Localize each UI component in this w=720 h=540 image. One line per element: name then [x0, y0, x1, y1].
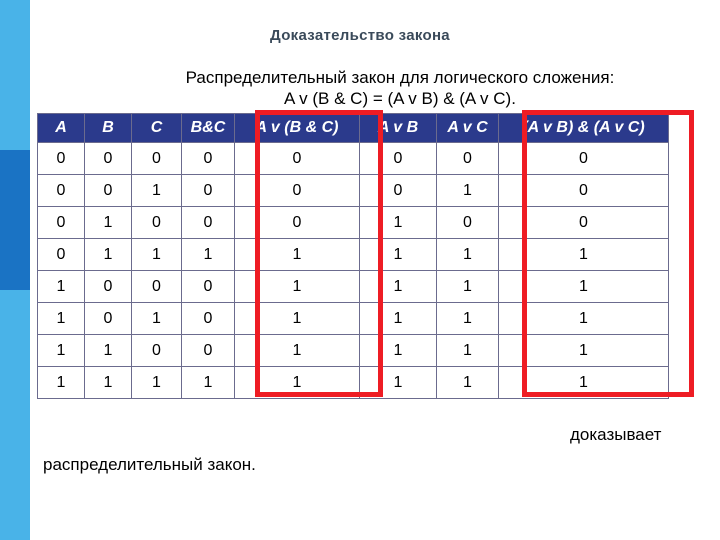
highlight-box-left-expression — [255, 110, 383, 397]
table-cell: 0 — [132, 271, 182, 303]
table-cell: 0 — [132, 335, 182, 367]
table-cell: 0 — [182, 207, 235, 239]
law-title: Распределительный закон для логического сложения: — [185, 68, 615, 87]
table-cell: 0 — [499, 143, 669, 175]
table-cell: 0 — [38, 175, 85, 207]
table-cell: 1 — [182, 239, 235, 271]
table-cell: 1 — [85, 335, 132, 367]
table-cell: 0 — [132, 143, 182, 175]
table-cell: 1 — [437, 367, 499, 399]
table-cell: 0 — [182, 175, 235, 207]
table-cell: 1 — [38, 271, 85, 303]
table-cell: 1 — [437, 239, 499, 271]
table-cell: 1 — [499, 303, 669, 335]
table-cell: 1 — [360, 303, 437, 335]
header-cell: A — [38, 114, 85, 143]
table-cell: 0 — [182, 143, 235, 175]
table-cell: 0 — [437, 143, 499, 175]
header-cell: B — [85, 114, 132, 143]
table-cell: 1 — [437, 303, 499, 335]
table-cell: 1 — [360, 367, 437, 399]
table-cell: 1 — [360, 239, 437, 271]
left-bar-accent — [0, 150, 30, 290]
table-cell: 1 — [437, 175, 499, 207]
law-formula: A v (B & C) = (A v B) & (A v C). — [284, 89, 516, 108]
table-cell: 1 — [85, 367, 132, 399]
slide-title: Доказательство закона — [270, 27, 450, 44]
table-cell: 0 — [499, 175, 669, 207]
table-cell: 1 — [132, 239, 182, 271]
table-cell: 1 — [182, 367, 235, 399]
table-cell: 1 — [235, 271, 360, 303]
table-cell: 1 — [360, 207, 437, 239]
header-cell: (A v B) & (A v C) — [499, 114, 669, 143]
table-cell: 0 — [132, 207, 182, 239]
table-cell: 0 — [235, 207, 360, 239]
header-cell: B&C — [182, 114, 235, 143]
table-cell: 1 — [499, 335, 669, 367]
conclusion-line-2: распределительный закон. — [43, 455, 256, 474]
table-cell: 1 — [360, 335, 437, 367]
header-cell: A v B — [360, 114, 437, 143]
table-cell: 0 — [38, 239, 85, 271]
table-cell: 0 — [182, 335, 235, 367]
table-cell: 1 — [499, 239, 669, 271]
table-cell: 1 — [38, 303, 85, 335]
table-cell: 1 — [132, 303, 182, 335]
table-cell: 0 — [499, 207, 669, 239]
left-decorative-bar — [0, 0, 30, 540]
table-cell: 1 — [85, 239, 132, 271]
table-cell: 1 — [499, 367, 669, 399]
table-cell: 1 — [437, 335, 499, 367]
table-cell: 0 — [235, 143, 360, 175]
table-cell: 0 — [85, 271, 132, 303]
table-cell: 1 — [235, 335, 360, 367]
table-cell: 0 — [85, 303, 132, 335]
table-cell: 1 — [38, 367, 85, 399]
table-cell: 1 — [499, 271, 669, 303]
table-cell: 0 — [360, 143, 437, 175]
table-cell: 1 — [235, 367, 360, 399]
table-cell: 0 — [85, 175, 132, 207]
header-cell: A v (B & C) — [235, 114, 360, 143]
table-cell: 1 — [360, 271, 437, 303]
table-cell: 0 — [38, 143, 85, 175]
conclusion-right-word: доказывает — [570, 425, 662, 444]
header-cell: A v C — [437, 114, 499, 143]
table-cell: 1 — [235, 303, 360, 335]
table-cell: 0 — [38, 207, 85, 239]
table-cell: 0 — [182, 303, 235, 335]
table-cell: 1 — [437, 271, 499, 303]
table-cell: 0 — [360, 175, 437, 207]
table-cell: 1 — [132, 367, 182, 399]
highlight-box-right-expression — [522, 110, 694, 397]
header-cell: C — [132, 114, 182, 143]
table-cell: 0 — [85, 143, 132, 175]
table-cell: 0 — [235, 175, 360, 207]
table-cell: 1 — [235, 239, 360, 271]
table-cell: 1 — [38, 335, 85, 367]
table-cell: 1 — [132, 175, 182, 207]
table-cell: 1 — [85, 207, 132, 239]
table-cell: 0 — [182, 271, 235, 303]
table-cell: 0 — [437, 207, 499, 239]
